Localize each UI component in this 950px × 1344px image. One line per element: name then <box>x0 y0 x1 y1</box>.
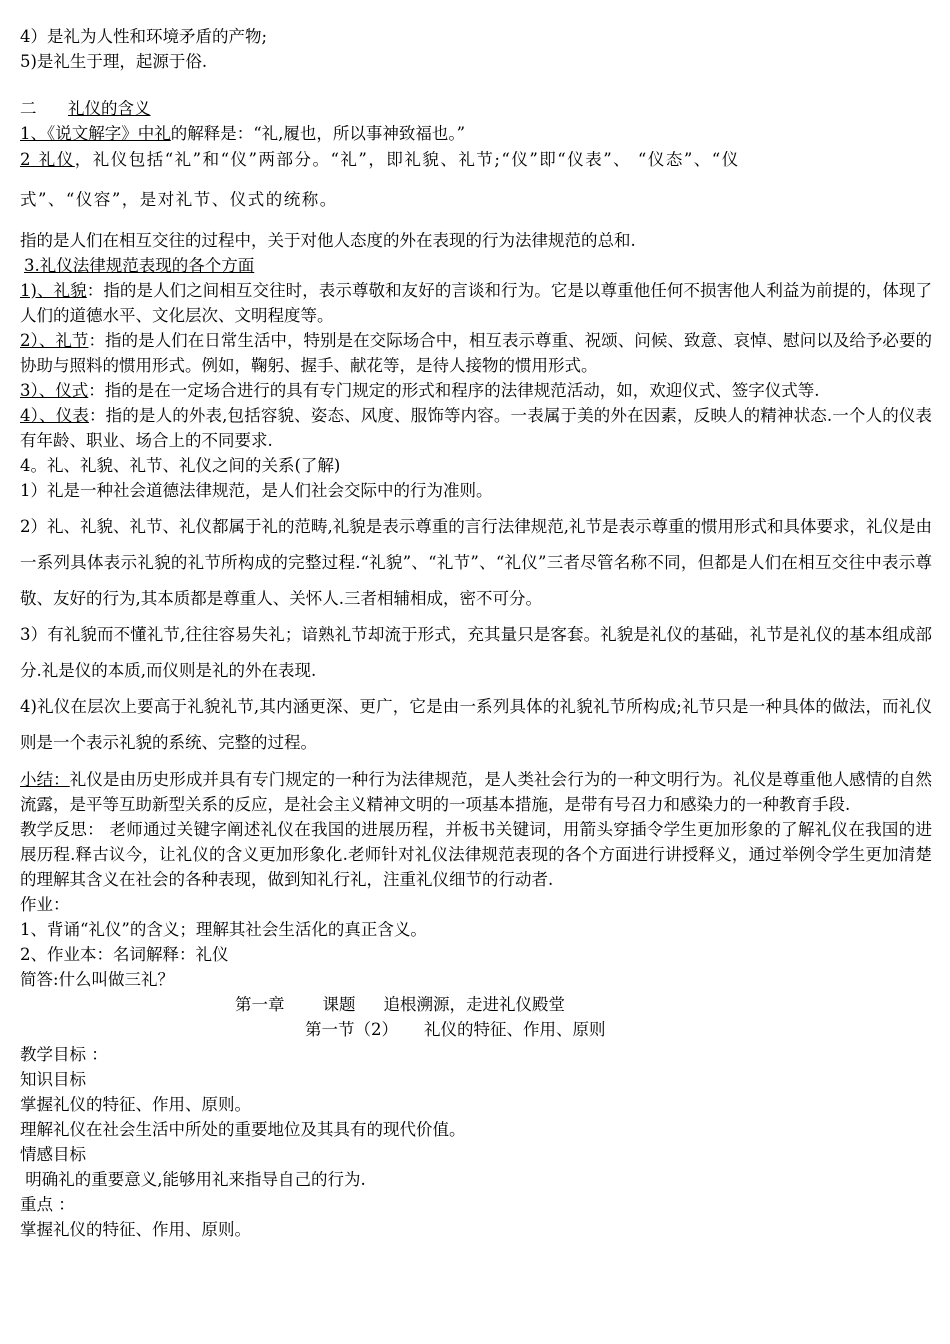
section-title: 礼仪的特征、作用、原则 <box>424 1020 606 1039</box>
aspects-heading <box>20 253 932 278</box>
knowledge-item-2: 理解礼仪在社会生活中所处的重要地位及其具有的现代价值。 <box>20 1120 466 1139</box>
relations-heading: 4。礼、礼貌、礼节、礼仪之间的关系(了解) <box>20 456 341 475</box>
aspect-etiquette-text: ：指的是人们在日常生活中，特别是在交际场合中，相互表示尊重、祝颂、问候、致意、哀悼、慰问以及给予必要的协助与照料的惯用形式。例如，鞠躬、握手、献花等，是待人接物的惯用形式。 <box>20 331 932 375</box>
document-page <box>20 24 932 1242</box>
chapter-topic-title: 追根溯源，走进礼仪殿堂 <box>383 995 565 1014</box>
summary <box>20 767 932 817</box>
homework-item-3: 简答:什么叫做三礼？ <box>20 970 175 989</box>
aspect-appearance <box>20 403 932 453</box>
relation-2: 2）礼、礼貌、礼节、礼仪都属于礼的范畴,礼貌是表示尊重的言行法律规范,礼节是表示尊重的惯用形式和具体要求，礼仪是由一系列具体表示礼貌的礼节所构成的完整过程.“礼貌”、“礼节”、“礼仪”三者尽管名称不同，但都是人们在相互交往中表示尊敬、友好的行为,其本质都是尊重人、关怀人.三者相辅相成，密不可分。 <box>20 517 932 608</box>
homework-title: 作业： <box>20 895 70 914</box>
key-point-1: 掌握礼仪的特征、作用、原则。 <box>20 1220 251 1239</box>
chapter-topic-label: 课题 <box>322 995 356 1014</box>
aspect-etiquette <box>20 328 932 378</box>
aspect-courtesy-label: 1)、礼貌 <box>20 281 87 300</box>
emotion-item-1: 明确礼的重要意义,能够用礼来指导自己的行为. <box>20 1170 366 1189</box>
definition-item-2-cont: 式”、“仪容”，是对礼节、仪式的统称。 <box>20 190 338 209</box>
definition-text: 指的是人们在相互交往的过程中，关于对他人态度的外在表现的行为法律规范的总和. <box>20 231 636 250</box>
aspect-appearance-text: ：指的是人的外表,包括容貌、姿态、风度、服饰等内容。一表属于美的外在因素，反映人的精神状态.一个人的仪表有年龄、职业、场合上的不同要求. <box>20 406 932 450</box>
section-heading <box>305 1017 932 1042</box>
definition-item-2-label: 2 礼仪 <box>20 150 75 169</box>
aspect-ceremony-text: ：指的是在一定场合进行的具有专门规定的形式和程序的法律规范活动，如，欢迎仪式、签字仪式等. <box>88 381 820 400</box>
aspect-courtesy-text: ：指的是人们之间相互交往时，表示尊敬和友好的言谈和行为。它是以尊重他任何不损害他人利益为前提的，体现了人们的道德水平、文化层次、文明程度等。 <box>20 281 933 325</box>
section-2-heading <box>20 96 932 121</box>
aspect-etiquette-label: 2）、礼节 <box>20 331 89 350</box>
aspect-ceremony <box>20 378 932 403</box>
knowledge-heading: 知识目标 <box>20 1070 86 1089</box>
key-points-heading: 重点 ： <box>20 1195 75 1214</box>
aspect-courtesy <box>20 278 932 328</box>
definition-item-1-text: 的解释是：“礼,履也，所以事神致福也。” <box>170 124 466 143</box>
aspects-title: 3.礼仪法律规范表现的各个方面 <box>24 256 255 275</box>
chapter-label: 第一章 <box>235 995 285 1014</box>
summary-label: 小结： <box>20 770 70 789</box>
aspect-appearance-label: 4）、仪表 <box>20 406 89 425</box>
definition-item-2 <box>20 146 932 174</box>
summary-text: 礼仪是由历史形成并具有专门规定的一种行为法律规范，是人类社会行为的一种文明行为。礼仪是尊重他人感情的自然流露，是平等互助新型关系的反应，是社会主义精神文明的一项基本措施，是带有号召力和感染力的一种教育手段. <box>20 770 932 814</box>
teaching-reflection: 教学反思： 老师通过关键字阐述礼仪在我国的进展历程，并板书关键词，用箭头穿插令学生更加形象的了解礼仪在我国的进展历程.释古议今，让礼仪的含义更加形象化.老师针对礼仪法律规范表现的各个方面进行讲授释义，通过举例令学生更加清楚的理解其含义在社会的各种表现，做到知礼行礼，注重礼仪细节的行动者. <box>20 820 932 889</box>
homework-item-1: 1、背诵“礼仪”的含义；理解其社会生活化的真正含义。 <box>20 920 427 939</box>
relation-3: 3）有礼貌而不懂礼节,往往容易失礼；谙熟礼节却流于形式，充其量只是客套。礼貌是礼仪的基础，礼节是礼仪的基本组成部分.礼是仪的本质,而仪则是礼的外在表现. <box>20 625 932 680</box>
definition-item-2-text: ，礼仪包括“礼”和“仪”两部分。“礼”，即礼貌、礼节;“仪”即“仪表”、 “仪态”、“仪 <box>74 150 740 169</box>
intro-line-4: 4）是礼为人性和环境矛盾的产物; <box>20 27 268 46</box>
relation-4: 4)礼仪在层次上要高于礼貌礼节,其内涵更深、更广，它是由一系列具体的礼貌礼节所构成;礼节只是一种具体的做法，而礼仪则是一个表示礼貌的系统、完整的过程。 <box>20 697 932 752</box>
section-label: 第一节（2） <box>305 1020 398 1039</box>
intro-line-5: 5)是礼生于理，起源于俗. <box>20 52 208 71</box>
relation-1: 1）礼是一种社会道德法律规范，是人们社会交际中的行为准则。 <box>20 481 493 500</box>
knowledge-item-1: 掌握礼仪的特征、作用、原则。 <box>20 1095 251 1114</box>
definition-item-1 <box>20 121 932 146</box>
emotion-heading: 情感目标 <box>20 1145 86 1164</box>
homework-item-2: 2、作业本：名词解释：礼仪 <box>20 945 229 964</box>
definition-item-1-label: 1、《说文解字》中礼 <box>20 124 171 143</box>
objectives-heading: 教学目标 ： <box>20 1045 108 1064</box>
section-2-title: 礼仪的含义 <box>67 99 151 118</box>
section-2-number: 二 <box>20 99 37 118</box>
chapter-heading <box>235 992 932 1017</box>
aspect-ceremony-label: 3）、仪式 <box>20 381 89 400</box>
